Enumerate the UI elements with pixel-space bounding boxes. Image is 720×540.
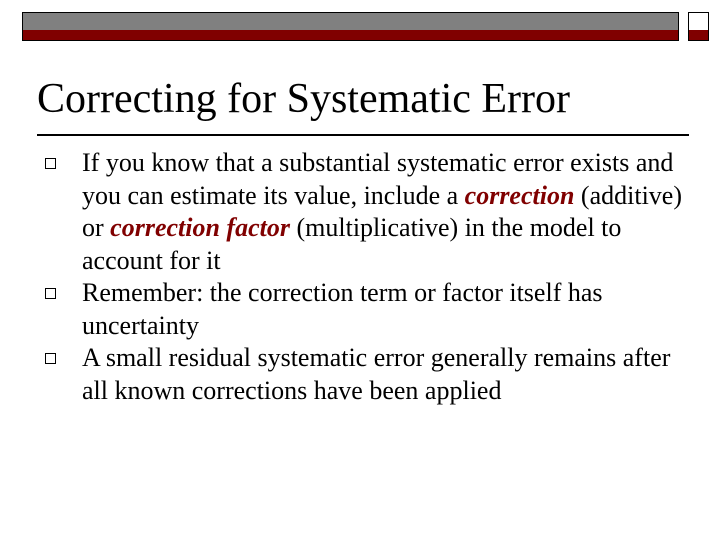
bullet-3-text: A small residual systematic error generally remains after all known corrections have been applied <box>82 343 671 405</box>
hollow-square-bullet-icon <box>45 288 56 299</box>
bullet-1-emphasis-correction: correction <box>464 180 575 210</box>
hollow-square-bullet-icon <box>45 158 56 169</box>
bullet-list <box>45 147 695 407</box>
slide-title: Correcting for Systematic Error <box>37 76 570 122</box>
bullet-item-1 <box>45 147 695 277</box>
bullet-1-text-a: If you know that a substantial systematic error exists and you can estimate its value, include a <box>82 148 674 210</box>
hollow-square-bullet-icon <box>45 353 56 364</box>
bullet-item-2 <box>45 277 695 342</box>
decorative-top-bar-band <box>23 30 678 40</box>
decorative-corner-square-band <box>689 30 708 40</box>
decorative-top-bar <box>22 12 679 41</box>
title-underline <box>37 134 689 136</box>
bullet-item-3 <box>45 342 695 407</box>
bullet-1-emphasis-correction-factor: correction factor <box>110 213 290 242</box>
bullet-2-text: Remember: the correction term or factor itself has uncertainty <box>82 278 603 340</box>
bullet-1-text-c: (multiplicative) in the model to account for it <box>82 213 622 275</box>
decorative-corner-square <box>688 12 709 41</box>
bullet-1-text-b: (additive) or <box>82 180 682 242</box>
